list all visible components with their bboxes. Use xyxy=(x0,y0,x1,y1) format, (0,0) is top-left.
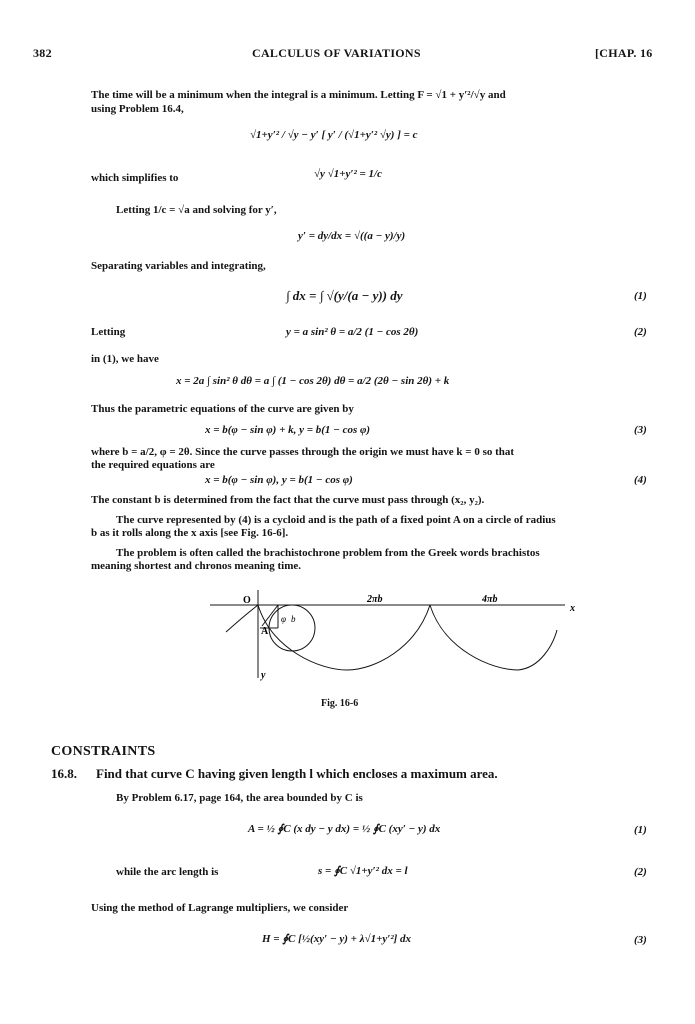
equation: H = ∮C [½(xy′ − y) + λ√1+y′²] dx xyxy=(262,933,412,945)
paragraph-line: where b = a/2, φ = 2θ. Since the curve passes through the origin we must have k = 0 so that xyxy=(91,446,515,458)
paragraph-line: meaning shortest and chronos meaning time. xyxy=(91,560,302,572)
label-phi: φ xyxy=(281,614,286,624)
equation: s = ∮C √1+y′² dx = l xyxy=(318,865,408,877)
equation: √1+y′² / √y − y′ [ y′ / (√1+y′² √y) ] = c xyxy=(250,129,418,141)
figure-caption: Fig. 16-6 xyxy=(321,698,359,709)
equation-number: (3) xyxy=(634,424,647,436)
equation: x = b(φ − sin φ), y = b(1 − cos φ) xyxy=(205,474,353,486)
cycloid-left-arc xyxy=(226,605,258,632)
equation-number: (1) xyxy=(634,290,647,302)
problem-text: Find that curve C having given length l which encloses a maximum area. xyxy=(96,766,498,781)
paragraph-line: which simplifies to xyxy=(91,172,179,184)
paragraph-line: Thus the parametric equations of the curve are given by xyxy=(91,403,354,415)
equation-number: (4) xyxy=(634,474,647,486)
label-origin: O xyxy=(243,595,251,606)
paragraph-line: The problem is often called the brachistochrone problem from the Greek words brachistos xyxy=(116,547,540,559)
paragraph-line: By Problem 6.17, page 164, the area bounded by C is xyxy=(116,792,363,804)
paragraph-line: Letting xyxy=(91,326,126,338)
paragraph-line: The constant b is determined from the fact that the curve must pass through (x₂, y₂). xyxy=(91,494,485,506)
problem-number: 16.8. xyxy=(51,766,77,781)
label-A: A xyxy=(261,626,269,637)
section-title: CONSTRAINTS xyxy=(51,744,156,759)
paragraph-line: using Problem 16.4, xyxy=(91,103,184,115)
label-y-axis: y xyxy=(261,670,266,681)
equation-number: (2) xyxy=(634,326,647,338)
label-x-axis: x xyxy=(570,603,575,614)
label-4pib: 4πb xyxy=(482,594,498,605)
equation: A = ½ ∮C (x dy − y dx) = ½ ∮C (xy′ − y) dx xyxy=(248,823,441,835)
paragraph-line: Separating variables and integrating, xyxy=(91,260,266,272)
equation: x = b(φ − sin φ) + k, y = b(1 − cos φ) xyxy=(205,424,371,436)
equation: ∫ dx = ∫ √(y/(a − y)) dy xyxy=(286,288,403,303)
label-b: b xyxy=(291,614,296,624)
paragraph-line: b as it rolls along the x axis [see Fig. 16-6]. xyxy=(91,527,289,539)
paragraph-line: in (1), we have xyxy=(91,353,159,365)
paragraph-line: The curve represented by (4) is a cycloid and is the path of a fixed point A on a circle of radius xyxy=(116,514,556,526)
equation-number: (3) xyxy=(634,934,647,946)
paragraph-line: Letting 1/c = √a and solving for y′, xyxy=(116,204,277,216)
equation-number: (1) xyxy=(634,824,647,836)
paragraph-line: The time will be a minimum when the integral is a minimum. Letting F = √1 + y′²/√y and xyxy=(91,89,506,101)
chapter-label: [CHAP. 16 xyxy=(595,46,653,60)
page-number: 382 xyxy=(33,46,52,60)
equation: y = a sin² θ = a/2 (1 − cos 2θ) xyxy=(286,326,419,338)
equation: x = 2a ∫ sin² θ dθ = a ∫ (1 − cos 2θ) dθ = a/2 (2θ − sin 2θ) + k xyxy=(176,375,450,387)
paragraph-line: while the arc length is xyxy=(116,866,219,878)
running-title: CALCULUS OF VARIATIONS xyxy=(252,46,421,60)
equation-number: (2) xyxy=(634,866,647,878)
cycloid-arch-2 xyxy=(430,605,557,670)
equation: y′ = dy/dx = √((a − y)/y) xyxy=(298,230,406,242)
paragraph-line: the required equations are xyxy=(91,459,215,471)
label-2pib: 2πb xyxy=(367,594,383,605)
paragraph-line: Using the method of Lagrange multipliers, we consider xyxy=(91,902,349,914)
equation: √y √1+y′² = 1/c xyxy=(314,168,382,180)
